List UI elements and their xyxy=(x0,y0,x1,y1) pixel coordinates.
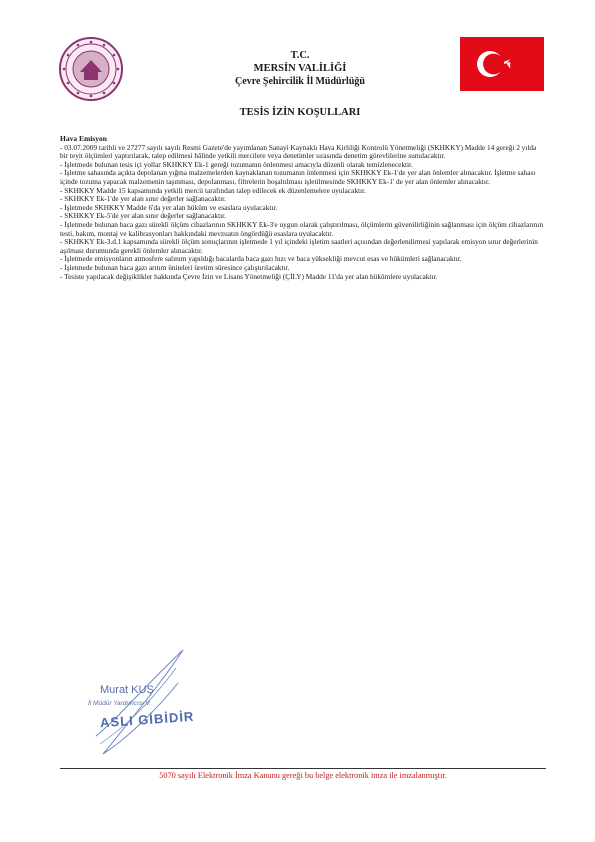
paragraph: - SKHKKY Ek-1'de yer alan sınır değerler sağlanacaktır. xyxy=(60,194,226,204)
header-tc: T.C. xyxy=(290,50,310,61)
signatory-name: Murat KUŞ xyxy=(100,684,154,696)
certified-copy-stamp: ASLI GİBİDİR xyxy=(99,708,195,731)
turkish-flag-icon xyxy=(460,37,544,91)
signatory-role: İl Müdür Yardımcısı V. xyxy=(88,700,152,707)
document-body xyxy=(60,135,545,281)
paragraph: - İşletmede bulunan baca gazı arıtım üniteleri üretim süresince çalıştırılacaktır. xyxy=(60,262,290,272)
paragraph: - 03.07.2009 tarihli ve 27277 sayılı sayılı Resmi Gazete'de yayımlanan Sanayi Kaynaklı Hava Kirliliği Kontrolü Yönetmeliği (SKHKKY) Madde 14 gereği 2 yılda bir teyit ölçümleri yaptırılarak, talep edilmesi hâlinde yetkili mercilere veya denetimler sırasında denetim görevlilerine sunulacaktır. xyxy=(60,142,537,161)
paragraph: - İşletmede emisyonların atmosfere salınım yapıldığı bacalarda baca gazı hızı ve baca yüksekliği mevcut esas ve hükümleri sağlanacaktır. xyxy=(60,254,462,264)
paragraph: - SKHKKY Ek-3.d.1 kapsamında sürekli ölçüm sonuçlarının işletmede 1 yıl içindeki işletim saatleri açısından değerlendirmesi yapılarak emisyon sınır değerlerinin aşılması durumunda gerekli önlemler alınacaktır. xyxy=(60,237,538,255)
paragraph: - SKHKKY Ek-5'de yer alan sınır değerler sağlanacaktır. xyxy=(60,211,226,221)
paragraph: - İşletme sahasında açıkta depolanan yığma malzemelerden kaynaklanan tozumanın önlenmesi için SKHKKY Ek-1'de yer alan önlemler alınacaktır. İşletme sahası içinde tozuma yapacak malzemenin taşınması, depolanması, filtrelerin boşaltılması işletilmesinde SKHKKY Ek-1' de yer alan önlemler alınacaktır. xyxy=(60,168,536,186)
ministry-seal-icon xyxy=(58,36,124,102)
paragraph: - Tesiste yapılacak değişiklikler hakkında Çevre İzin ve Lisans Yönetmeliği (ÇİLY) Madde 11'da yer alan hükümlere uyulacaktır. xyxy=(60,271,438,281)
paragraph: - İşletmede bulunan baca gazı sürekli ölçüm cihazlarının SKHKKY Ek-3'e uygun olarak çalıştırılması, ölçümlerin güvenilirliğinin sağlanması için ölçüm cihazlarının testi, bakım, montaj ve kalibrasyonları hakkındaki mevzuatın öngördüğü esaslara uyulacaktır. xyxy=(60,219,544,238)
document-title: TESİS İZİN KOŞULLARI xyxy=(239,107,361,118)
paragraph: - İşletmede bulunan tesis içi yollar SKHKKY Ek-1 gereği tozumanın önlenmesi amacıyla düzenli olarak temizlenecektir. xyxy=(60,159,413,169)
footer-divider xyxy=(60,768,546,769)
section-heading: Hava Emisyon xyxy=(60,134,107,143)
paragraph: - İşletmede SKHKKY Madde 6'da yer alan hüküm ve esaslara uyulacaktır. xyxy=(60,202,278,212)
header-governorship: MERSİN VALİLİĞİ xyxy=(253,63,347,74)
e-signature-notice: 5070 sayılı Elektronik İmza Kanunu gereği bu belge elektronik imza ile imzalanmıştır. xyxy=(159,771,447,780)
paragraph: - SKHKKY Madde 15 kapsamında yetkili mercii tarafından talep edilecek ek düzenlemelere uyulacaktır. xyxy=(60,185,366,195)
header-directorate: Çevre Şehircilik İl Müdürlüğü xyxy=(235,76,365,87)
